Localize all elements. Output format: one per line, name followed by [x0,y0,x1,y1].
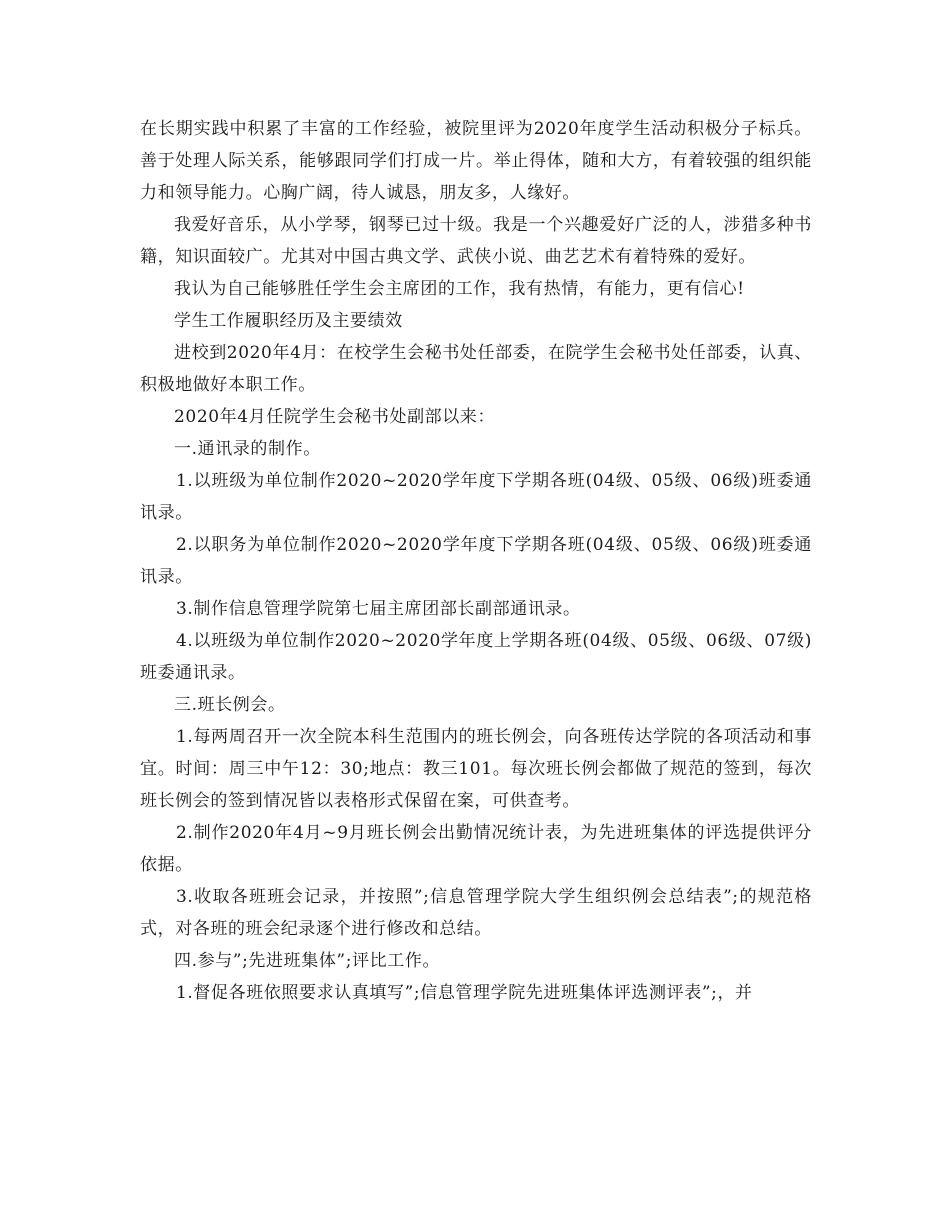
list-item-meetings-3: 3.收取各班班会记录，并按照”;信息管理学院大学生组织例会总结表”;的规范格式，对各班的班会纪录逐个进行修改和总结。 [140,887,812,939]
document-body [140,113,812,1009]
list-item-advanced-class-1: 1.督促各班依照要求认真填写”;信息管理学院先进班集体评选测评表”;，并 [176,983,753,1003]
section-heading-contacts: 一.通讯录的制作。 [174,439,321,459]
paragraph-early-role: 进校到2020年4月：在校学生会秘书处任部委，在院学生会秘书处任部委，认真、积极地做好本职工作。 [140,343,812,395]
section-heading-monitor-meetings: 三.班长例会。 [174,695,286,715]
paragraph-experience: 在长期实践中积累了丰富的工作经验，被院里评为2020年度学生活动积极分子标兵。善于处理人际关系，能够跟同学们打成一片。举止得体，随和大方，有着较强的组织能力和领导能力。心胸广阔，待人诚恳，朋友多，人缘好。 [140,119,812,203]
list-item-meetings-2: 2.制作2020年4月~9月班长例会出勤情况统计表，为先进班集体的评选提供评分依据。 [140,823,812,875]
list-item-meetings-1: 1.每两周召开一次全院本科生范围内的班长例会，向各班传达学院的各项活动和事宜。时间：周三中午12：30;地点：教三101。每次班长例会都做了规范的签到，每次班长例会的签到情况皆以表格形式保留在案，可供查考。 [140,727,812,811]
paragraph-hobbies: 我爱好音乐，从小学琴，钢琴已过十级。我是一个兴趣爱好广泛的人，涉猎多种书籍，知识面较广。尤其对中国古典文学、武侠小说、曲艺艺术有着特殊的爱好。 [140,215,812,267]
list-item-contacts-4: 4.以班级为单位制作2020~2020学年度上学期各班(04级、05级、06级、07级)班委通讯录。 [140,631,812,683]
list-item-contacts-2: 2.以职务为单位制作2020~2020学年度下学期各班(04级、05级、06级)班委通讯录。 [140,535,812,587]
paragraph-deputy-role: 2020年4月任院学生会秘书处副部以来： [174,407,496,427]
list-item-contacts-3: 3.制作信息管理学院第七届主席团部长副部通讯录。 [176,599,581,619]
section-heading-performance: 学生工作履职经历及主要绩效 [174,311,403,331]
paragraph-confidence: 我认为自己能够胜任学生会主席团的工作，我有热情，有能力，更有信心! [174,279,745,299]
section-heading-advanced-class: 四.参与”;先进班集体”;评比工作。 [174,951,441,971]
list-item-contacts-1: 1.以班级为单位制作2020~2020学年度下学期各班(04级、05级、06级)班委通讯录。 [140,471,812,523]
